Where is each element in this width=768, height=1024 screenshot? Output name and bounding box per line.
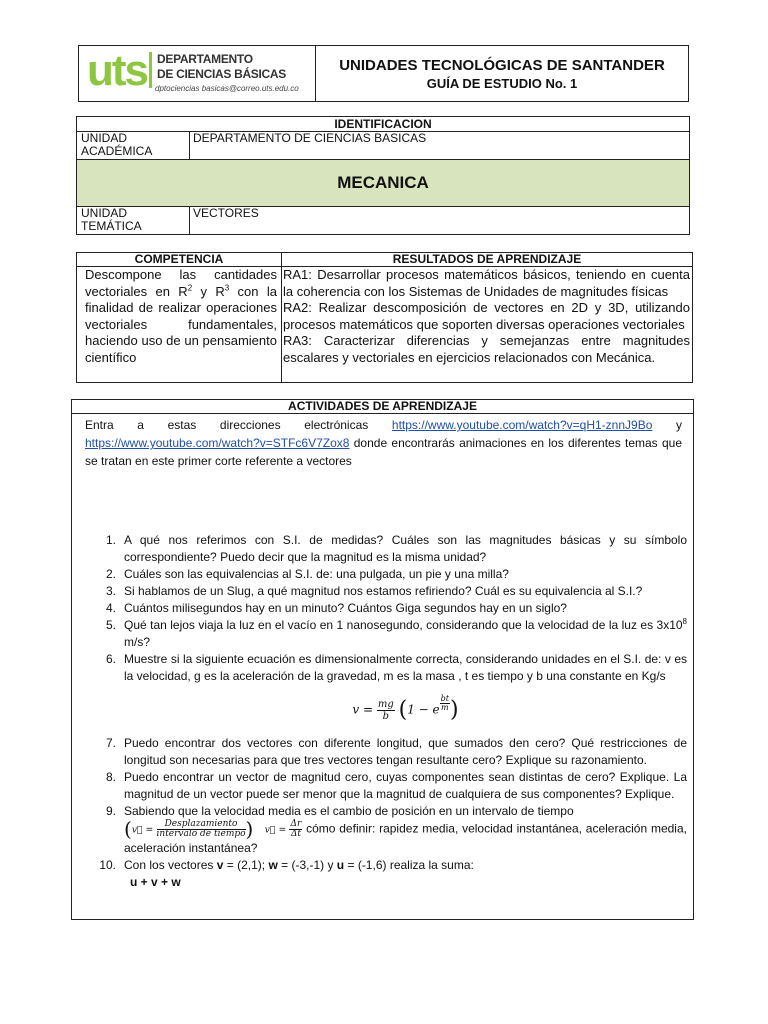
activities-heading: ACTIVIDADES DE APRENDIZAJE	[72, 400, 694, 414]
identification-table	[76, 116, 690, 235]
vector-sum: u + v + w	[130, 874, 181, 889]
unit-value: DEPARTAMENTO DE CIENCIAS BASICAS	[190, 132, 690, 160]
question-item: 10. Con los vectores v = (2,1); w = (-3,-1) y u = (-1,6) realiza la suma: u + v + w	[99, 857, 474, 889]
guide-title: GUÍA DE ESTUDIO No. 1	[426, 75, 578, 91]
topic-value: VECTORES	[190, 207, 690, 235]
question-item: 2. Cuáles son las equivalencias al S.I. de: una pulgada, un pie y una milla?	[105, 567, 509, 581]
header-table	[78, 45, 689, 102]
uts-logo: uts	[87, 46, 147, 95]
result-ra2: RA2: Realizar descomposición de vectores en 2D y 3D, utilizando procesos matemáticos que soporten diversas operaciones vectoriales	[283, 300, 690, 332]
youtube-link-1[interactable]: https://www.youtube.com/watch?v=qH1-znnJ9Bo	[391, 418, 653, 432]
question-item: 8. Puedo encontrar un vector de magnitud cero, cuyas componentes sean distintas de cero? Explique. La magnitud de un vector puede ser menor que la magnitud de cualquiera de sus componentes? Explique.	[105, 770, 687, 801]
competence-table	[76, 252, 693, 383]
question-item: 6. Muestre si la siguiente ecuación es dimensionalmente correcta, considerando unidades en el S.I. de: v es la velocidad, g es la aceleración de la gravedad, m es la masa , t es tiempo y b una constante en Kg/s v = $\frac{mg}{b}$ (1 − e $^{\frac{bt}{m}}$ )	[72, 651, 687, 735]
result-ra3: RA3: Caracterizar diferencias y semejanzas entre magnitudes escalares y vectoriales en ejercicios relacionados con Mecánica.	[283, 333, 690, 365]
identification-heading: IDENTIFICACION	[77, 117, 690, 132]
dept-email: dptociencias basicas@correo.uts.edu.co	[155, 84, 299, 93]
activities-table	[71, 399, 694, 920]
results-list	[282, 267, 693, 383]
result-ra1: RA1: Desarrollar procesos matemáticos básicos, teniendo en cuenta la coherencia con los Sistemas de Unidades de magnitudes físicas	[283, 267, 690, 299]
question-item: 4. Cuántos milisegundos hay en un minuto? Cuántos Giga segundos hay en un siglo?	[105, 601, 567, 615]
dept-line2: DE CIENCIAS BÁSICAS	[157, 67, 286, 81]
institution-title: UNIDADES TECNOLÓGICAS DE SANTANDER	[339, 56, 665, 74]
activities-body	[72, 414, 694, 920]
title-cell	[316, 46, 689, 102]
youtube-link-2[interactable]: https://www.youtube.com/watch?v=STFc6V7Zox8	[85, 436, 350, 450]
activities-intro: Entra a estas direcciones electrónicas https://www.youtube.com/watch?v=qH1-znnJ9Bo y https://www.youtube.com/watch?v=STFc6V7Zox8 donde encontrarás animaciones en los diferentes temas que se tratan en este primer corte referente a vectores	[85, 418, 683, 468]
topic-label: UNIDAD TEMÁTICA	[77, 207, 190, 235]
logo-divider	[149, 52, 152, 88]
competence-text: Descompone las cantidades vectoriales en $R^2$ y $R^3$ con la finalidad de realizar operaciones vectoriales fundamentales, haciendo uso de un pensamiento científico	[77, 267, 282, 383]
results-heading: RESULTADOS DE APRENDIZAJE	[282, 253, 693, 267]
competence-heading: COMPETENCIA	[77, 253, 282, 267]
question-item: 9. Sabiendo que la velocidad media es el cambio de posición en un intervalo de tiempo (v⃗ = $\frac{\text{Desplazamiento}}{\text{intervalo de tiempo}}$ ) v⃗ = $\frac{\Delta r}{\Delta t}$ cómo definir: rapidez media, velocidad instantánea, aceleración media, aceleración instantánea?	[105, 804, 687, 855]
course-name: MECANICA	[77, 160, 690, 207]
unit-label: UNIDAD ACADÉMICA	[77, 132, 190, 160]
question-item: 5. Qué tan lejos viaja la luz en el vacío en 1 nanosegundo, considerando que la velocidad de la luz es $3x10^8$ m/s?	[105, 617, 687, 649]
equation: v = $\frac{mg}{b}$ (1 − e $^{\frac{bt}{m}}$ )	[352, 694, 459, 723]
question-item: 7. Puedo encontrar dos vectores con diferente longitud, que sumados den cero? Qué restricciones de longitud son necesarias para que tres vectores tengan resultante cero? Explique su razonamiento.	[105, 736, 687, 767]
logo-cell	[79, 46, 316, 102]
dept-line1: DEPARTAMENTO	[157, 52, 253, 66]
questions-list	[72, 532, 687, 891]
question-item: 1. A qué nos referimos con S.I. de medidas? Cuáles son las magnitudes básicas y su símbolo correspondiente? Puedo decir que la magnitud es la misma unidad?	[105, 533, 687, 564]
question-item: 3. Si hablamos de un Slug, a qué magnitud nos estamos refiriendo? Cuál es su equivalencia al S.I.?	[105, 584, 643, 598]
